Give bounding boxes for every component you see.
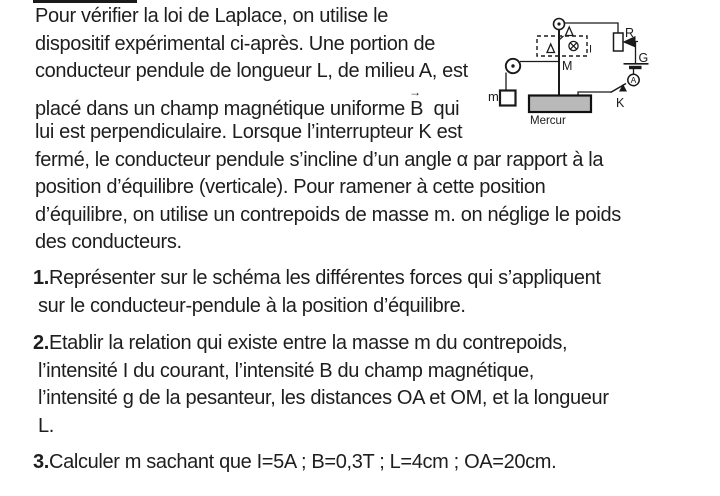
counterweight-box <box>500 91 516 106</box>
pivot-center-dot <box>557 22 560 25</box>
circuit-wire-top <box>565 23 619 33</box>
text-line: Pour vérifier la loi de Laplace, on utilise le <box>35 5 388 27</box>
field-symbol-B: B <box>410 97 424 120</box>
question-number: 2. <box>33 332 49 354</box>
question-number: 3. <box>33 451 49 473</box>
text-line: dispositif expérimental ci-après. Une portion de <box>35 32 436 55</box>
vector-arrow-icon: → <box>409 84 422 99</box>
midpoint-label: M <box>562 59 573 73</box>
question-3 <box>33 449 556 477</box>
question-2 <box>33 330 609 440</box>
question-continuation-line: l’intensité I du courant, l’intensité B du champ magnétique, <box>38 359 534 382</box>
text-line: fermé, le conducteur pendule s’incline d’un angle α par rapport à la <box>35 148 604 171</box>
pulley-center-dot <box>511 64 514 67</box>
mercury-label: Mercur <box>530 115 566 127</box>
question-continuation-line: l’intensité g de la pesanteur, les distances OA et OM, et la longueur <box>38 387 609 409</box>
question-first-line <box>33 330 609 358</box>
question-number: 1. <box>33 267 49 289</box>
text-after-vector: qui <box>423 97 460 120</box>
field-region-box <box>537 36 587 56</box>
mercury-bath <box>529 96 591 113</box>
text-line: conducteur pendule de longueur L, de milieu A, est <box>35 60 468 82</box>
question-text: Calculer m sachant que I=5A ; B=0,3T ; L=4cm ; OA=20cm. <box>48 451 557 473</box>
generator-label: G <box>638 51 649 65</box>
current-label: I <box>589 43 593 56</box>
question-continuation-line: L. <box>38 414 54 437</box>
field-into-page-icon <box>569 41 578 50</box>
text-before-vector: placé dans un champ magnétique uniforme <box>35 97 411 120</box>
question-1 <box>33 265 601 320</box>
intro-paragraph-1 <box>35 3 468 123</box>
experiment-diagram <box>478 0 660 132</box>
rheostat-label: R <box>625 26 635 40</box>
text-line: position d’équilibre (verticale). Pour ramener à cette position <box>35 176 546 198</box>
intro-paragraph-2 <box>35 119 621 257</box>
text-line: des conducteurs. <box>35 231 182 253</box>
deflection-triangle-top-icon <box>566 27 574 36</box>
question-first-line <box>33 265 601 293</box>
deflection-triangle-inner-icon <box>547 44 555 53</box>
text-line: d’équilibre, on utilise un contrepoids de masse m. on néglige le poids <box>35 203 621 226</box>
switch-label: K <box>616 96 625 110</box>
question-text: Etablir la relation qui existe entre la masse m du contrepoids, <box>48 332 568 354</box>
rheostat-box <box>614 33 624 51</box>
switch-contact <box>619 84 627 92</box>
question-text: Représenter sur le schéma les différentes forces qui s’appliquent <box>48 267 601 289</box>
question-continuation-line: sur le conducteur-pendule à la position d’équilibre. <box>38 294 466 317</box>
counterweight-label: m <box>488 89 499 104</box>
ammeter-letter: A <box>630 75 637 86</box>
question-first-line <box>33 449 556 477</box>
text-line: lui est perpendiculaire. Lorsque l’interrupteur K est <box>35 121 463 143</box>
